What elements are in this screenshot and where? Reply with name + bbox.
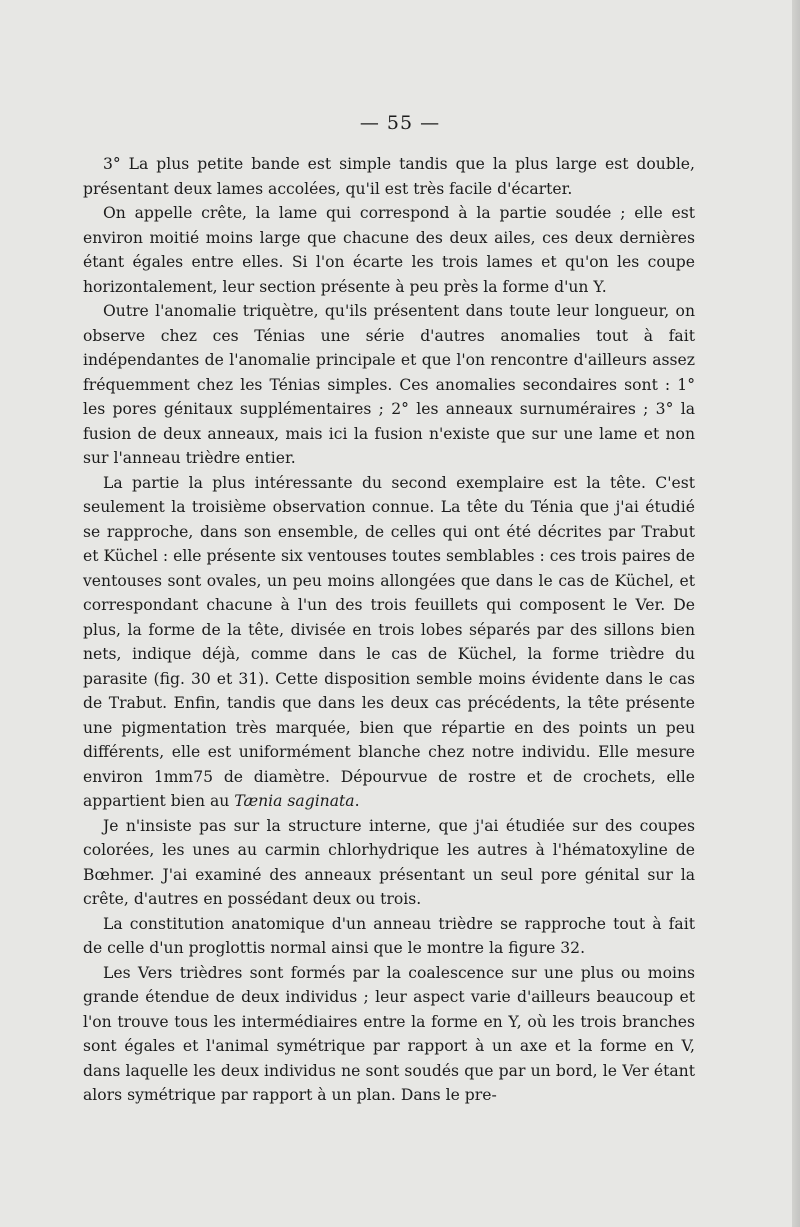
paragraph-3: Outre l'anomalie triquètre, qu'ils présentent dans toute leur longueur, on observe chez ces Ténias une série d'autres anomalies tout à fait indépendantes de l'anomalie principale et que l'on rencontre d'ailleurs assez fréquemment chez les Ténias simples. Ces anomalies secondaires sont : 1° les pores génitaux supplémentaires ; 2° les anneaux surnuméraires ; 3° la fusion de deux anneaux, mais ici la fusion n'existe que sur une lame et non sur l'anneau trièdre entier. [83, 302, 695, 467]
paragraph-4 [83, 471, 695, 814]
species-suffix: . [354, 792, 360, 810]
body-text [83, 152, 695, 1108]
page-number: — 55 — [359, 112, 441, 134]
page-edge-shadow [792, 0, 800, 1227]
paragraph-2: On appelle crête, la lame qui correspond à la partie soudée ; elle est environ moitié moins large que chacune des deux ailes, ces deux dernières étant égales entre elles. Si l'on écarte les trois lames et qu'on les coupe horizontalement, leur section présente à peu près la forme d'un Y. [83, 204, 695, 296]
species-name: Tænia saginata [234, 792, 355, 810]
paragraph-6: La constitution anatomique d'un anneau trièdre se rapproche tout à fait de celle d'un proglottis normal ainsi que le montre la figure 32. [83, 914, 695, 957]
paragraph-1: 3° La plus petite bande est simple tandis que la plus large est double, présentant deux lames accolées, qu'il est très facile d'écarter. [83, 155, 695, 198]
paragraph-4-text: La partie la plus intéressante du second exemplaire est la tête. C'est seulement la troisième observation connue. La tête du Ténia que j'ai étudié se rapproche, dans son ensemble, de celles qui ont été décrites par Trabut et Küchel : elle présente six ventouses toutes semblables : ces trois paires de ventouses sont ovales, un peu moins allongées que dans le cas de Küchel, et correspondant chacune à l'un des trois feuillets qui composent le Ver. De plus, la forme de la tête, divisée en trois lobes séparés par des sillons bien nets, indique déjà, comme dans le cas de Küchel, la forme trièdre du parasite (fig. 30 et 31). Cette disposition semble moins évidente dans le cas de Trabut. Enfin, tandis que dans les deux cas précédents, la tête présente une pigmentation très marquée, bien que répartie en des points un peu différents, elle est uniformément blanche chez notre individu. Elle mesure environ 1mm75 de diamètre. Dépourvue de rostre et de crochets, elle appartient bien au [83, 473, 695, 810]
paragraph-5: Je n'insiste pas sur la structure interne, que j'ai étudiée sur des coupes colorées, les unes au carmin chlorhydrique les autres à l'hématoxyline de Bœhmer. J'ai examiné des anneaux présentant un seul pore génital sur la crête, d'autres en possédant deux ou trois. [83, 816, 695, 908]
paragraph-7: Les Vers trièdres sont formés par la coalescence sur une plus ou moins grande étendue de deux individus ; leur aspect varie d'ailleurs beaucoup et l'on trouve tous les intermédiaires entre la forme en Y, où les trois branches sont égales et l'animal symétrique par rapport à un axe et la forme en V, dans laquelle les deux individus ne sont soudés que par un bord, le Ver étant alors symétrique par rapport à un plan. Dans le pre- [83, 963, 695, 1104]
